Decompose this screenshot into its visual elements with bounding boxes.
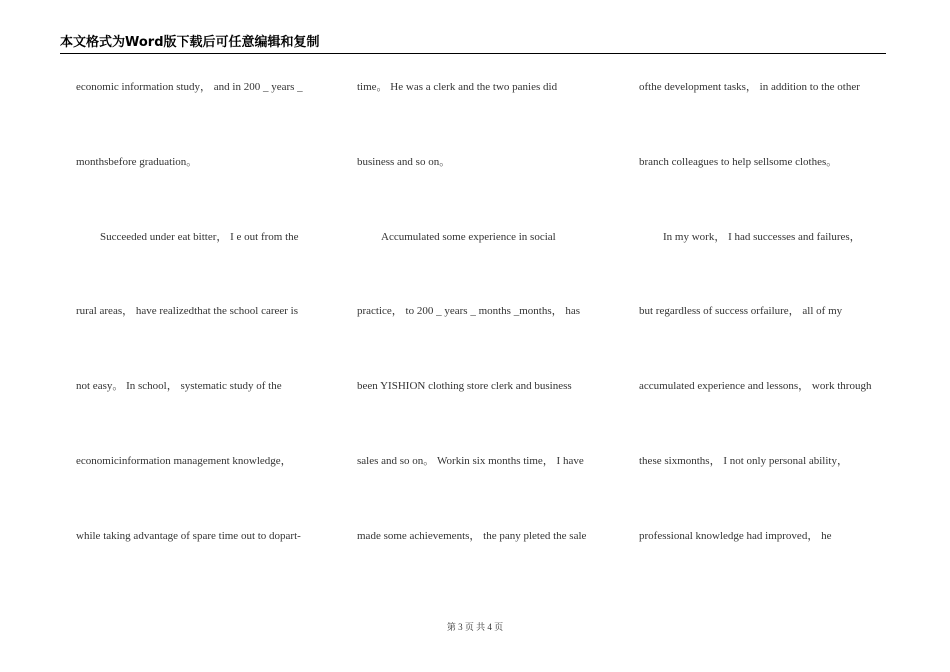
text-line: been YISHION clothing store clerk and business — [357, 380, 572, 392]
text-line: these sixmonths， I not only personal ability， — [639, 455, 848, 467]
text-line: accumulated experience and lessons， work through — [639, 380, 872, 392]
text-line: rural areas， have realizedthat the school career is — [76, 305, 299, 317]
text-line: practice， to 200 _ years _ months _months， has — [357, 305, 581, 317]
text-line: sales and so on。 Workin six months time， I have — [357, 455, 584, 467]
text-line: time。 He was a clerk and the two panies did — [357, 81, 558, 93]
text-line: but regardless of success orfailure， all of my — [639, 305, 843, 317]
text-line: economic information study， and in 200 _ years _ — [76, 81, 303, 93]
text-line: Succeeded under eat bitter， I e out from the — [100, 231, 299, 243]
page-header — [60, 35, 886, 54]
text-line: made some achievements， the pany pleted the sale — [357, 530, 587, 542]
text-line: Accumulated some experience in social — [381, 231, 556, 243]
page-title: 本文格式为Word版下载后可任意编辑和复制 — [60, 35, 320, 50]
text-line: monthsbefore graduation。 — [76, 156, 198, 168]
text-line: ofthe development tasks， in addition to the other — [639, 81, 860, 93]
text-line: branch colleagues to help sellsome clothes。 — [639, 156, 838, 168]
text-line: while taking advantage of spare time out to dopart- — [76, 530, 301, 542]
text-line: business and so on。 — [357, 156, 451, 168]
text-line: professional knowledge had improved， he — [639, 530, 832, 542]
page-number: 第 3 页 共 4 页 — [446, 622, 504, 632]
text-line: In my work， I had successes and failures， — [663, 231, 861, 243]
text-line: economicinformation management knowledge， — [76, 455, 292, 467]
text-line: not easy。 In school， systematic study of the — [76, 380, 282, 392]
